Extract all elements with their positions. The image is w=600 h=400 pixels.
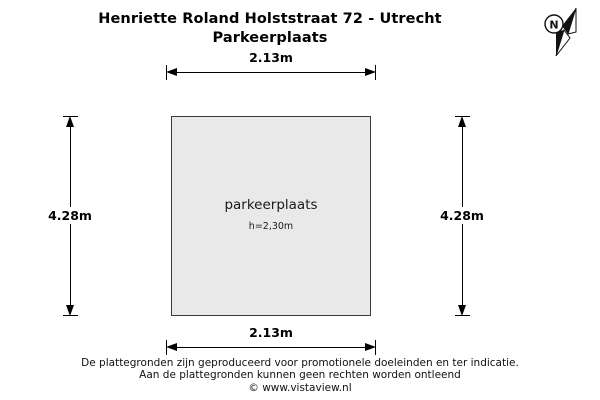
parking-space-height-label: h=2,30m: [248, 221, 294, 232]
compass-north-label: N: [549, 18, 559, 32]
dimension-bottom-arrow-right: [365, 343, 376, 351]
dimension-top-arrow-left: [166, 68, 177, 76]
dimension-top-arrow-right: [365, 68, 376, 76]
compass-north-icon: [538, 4, 594, 60]
parking-space-outline: [171, 116, 371, 316]
page-title: [0, 10, 540, 48]
dimension-right: [440, 116, 484, 316]
dimension-top: [166, 50, 376, 102]
page-title-line2: Parkeerplaats: [212, 30, 328, 46]
footer-line-2: Aan de plattegronden kunnen geen rechten worden ontleend: [139, 369, 461, 381]
dimension-left-arrow-bottom: [66, 305, 74, 316]
dimension-bottom-label: 2.13m: [236, 325, 306, 340]
dimension-left-label: 4.28m: [48, 208, 92, 223]
footer-line-1: De plattegronden zijn geproduceerd voor promotionele doeleinden en ter indicatie.: [81, 356, 519, 369]
dimension-right-arrow-top: [458, 116, 466, 127]
dimension-right-label: 4.28m: [440, 208, 484, 223]
footer-disclaimer: [0, 357, 600, 395]
dimension-top-line: [174, 72, 368, 73]
page-title-line1: Henriette Roland Holststraat 72 - Utrecht: [98, 11, 442, 27]
dimension-left-arrow-top: [66, 116, 74, 127]
dimension-left: [48, 116, 92, 316]
dimension-bottom-line: [174, 347, 368, 348]
dimension-top-label: 2.13m: [236, 50, 306, 65]
dimension-bottom-arrow-left: [166, 343, 177, 351]
footer-copyright: © www.vistaview.nl: [248, 381, 352, 394]
dimension-right-arrow-bottom: [458, 305, 466, 316]
parking-space-label: parkeerplaats: [224, 197, 318, 213]
